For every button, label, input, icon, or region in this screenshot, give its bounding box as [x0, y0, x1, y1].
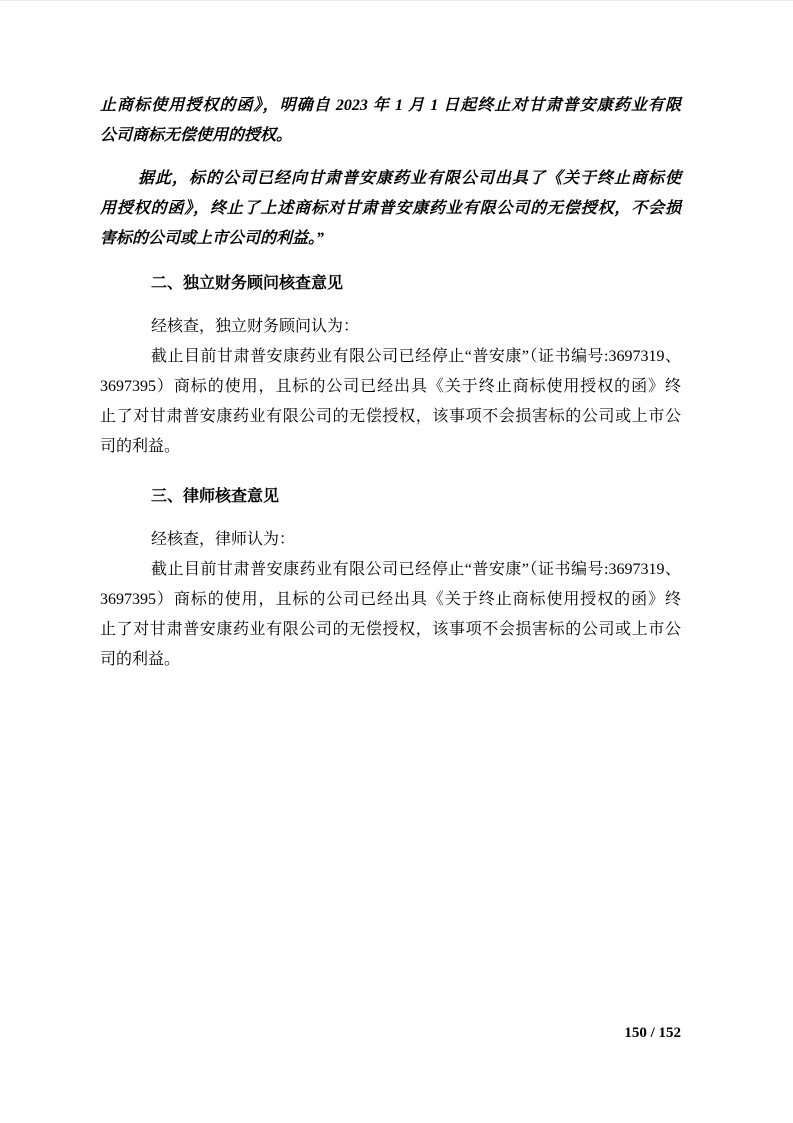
text-line: 止了对甘肃普安康药业有限公司的无偿授权，该事项不会损害标的公司或上市公	[100, 408, 681, 425]
text-line: 司的利益。	[100, 438, 181, 455]
paragraph	[100, 525, 681, 555]
paragraph	[100, 555, 681, 675]
document-content	[100, 91, 681, 675]
paragraph	[100, 342, 681, 462]
page-number: 150 / 152	[624, 1025, 681, 1041]
text-line: 止商标使用授权的函》，明确自 2023 年 1 月 1 日起终止对甘肃普安康药业有限	[100, 97, 681, 114]
quoted-paragraph	[100, 164, 681, 254]
text-line: 经核查，律师认为：	[151, 531, 296, 548]
text-line: 截止目前甘肃普安康药业有限公司已经停止“普安康”（证书编号:3697319、	[151, 348, 681, 365]
text-line: 公司商标无偿使用的授权。	[100, 127, 293, 144]
quoted-paragraph	[100, 91, 681, 151]
text-line: 司的利益。	[100, 651, 181, 668]
text-line: 害标的公司或上市公司的利益。”	[100, 230, 325, 247]
paragraph	[100, 312, 681, 342]
text-line: 截止目前甘肃普安康药业有限公司已经停止“普安康”（证书编号:3697319、	[151, 561, 681, 578]
text-line: 据此，标的公司已经向甘肃普安康药业有限公司出具了《关于终止商标使	[138, 170, 681, 187]
text-line: 经核查，独立财务顾问认为：	[151, 318, 360, 335]
section-heading: 三、律师核查意见	[151, 488, 280, 505]
text-line: 3697395）商标的使用，且标的公司已经出具《关于终止商标使用授权的函》终	[100, 591, 681, 608]
section-heading: 二、独立财务顾问核查意见	[151, 275, 344, 292]
text-line: 用授权的函》，终止了上述商标对甘肃普安康药业有限公司的无偿授权，不会损	[100, 200, 681, 217]
text-line: 3697395）商标的使用，且标的公司已经出具《关于终止商标使用授权的函》终	[100, 378, 681, 395]
text-line: 止了对甘肃普安康药业有限公司的无偿授权，该事项不会损害标的公司或上市公	[100, 621, 681, 638]
